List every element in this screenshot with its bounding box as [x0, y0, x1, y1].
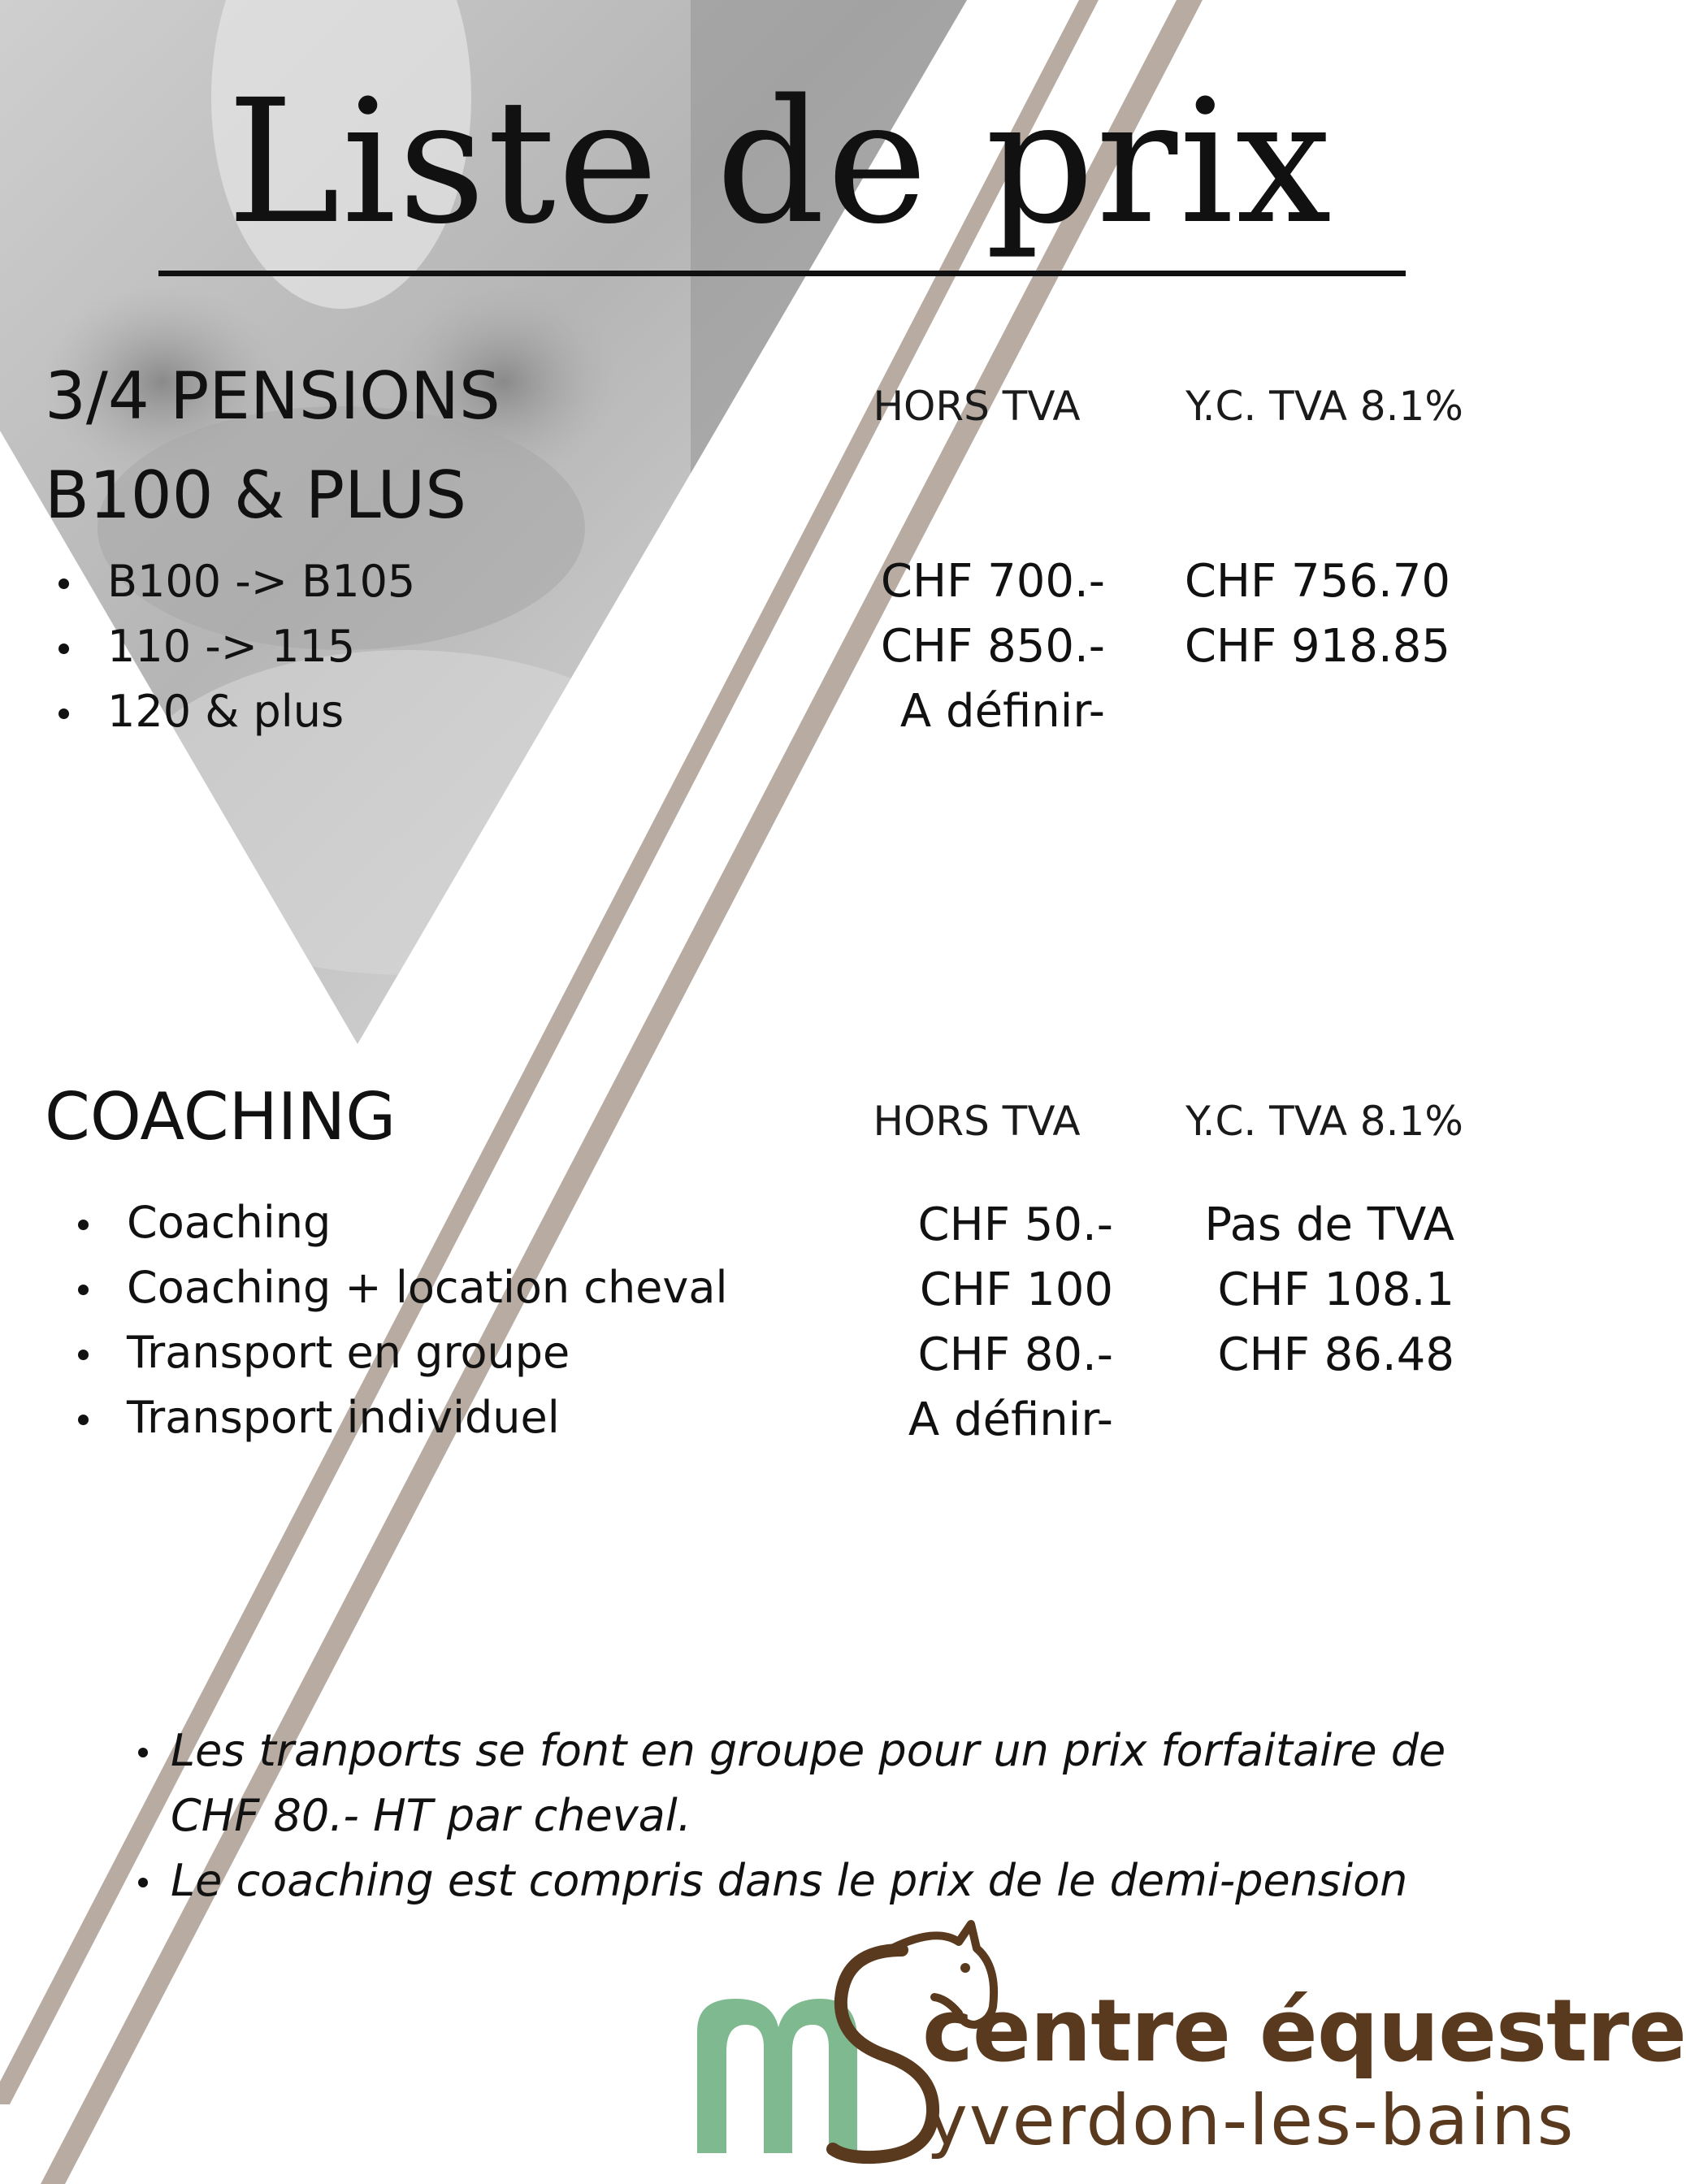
list-item: [78, 1255, 727, 1320]
pension-heading-line2: B100 & PLUS: [45, 457, 466, 533]
bullet-icon: [78, 1285, 89, 1295]
list-item: [59, 614, 415, 679]
price-ttc: CHF 86.48: [1217, 1328, 1454, 1381]
price-ttc: CHF 918.85: [1184, 620, 1450, 673]
pension-item-label: B100 -> B105: [107, 556, 416, 607]
bullet-icon: [78, 1350, 89, 1360]
coaching-item-label: Transport individuel: [127, 1392, 560, 1443]
coaching-item-list: [78, 1190, 727, 1450]
pension-heading-line1: 3/4 PENSIONS: [45, 358, 501, 434]
logo-line2: yverdon-les-bains: [926, 2080, 1575, 2161]
pension-price-ht-column: [845, 549, 1105, 744]
pension-price-ttc-column: [1170, 549, 1450, 744]
pension-col-hors-tva: HORS TVA: [873, 383, 1081, 430]
bullet-icon: [59, 708, 69, 719]
coaching-price-ttc-column: [1186, 1193, 1454, 1453]
note-text: Les tranports se font en groupe pour un prix forfaitaire de CHF 80.- HT par cheval.: [171, 1725, 1446, 1841]
price-ttc: [1170, 679, 1450, 744]
notes-list: [130, 1718, 1511, 1913]
price-ht: CHF 50.-: [917, 1198, 1113, 1251]
pension-item-label: 110 -> 115: [107, 621, 356, 672]
price-ttc: Pas de TVA: [1204, 1198, 1454, 1251]
list-item: [78, 1190, 727, 1255]
page-title: Liste de prix: [227, 63, 1333, 262]
price-ttc: [1186, 1388, 1454, 1453]
coaching-item-label: Coaching: [127, 1197, 332, 1248]
coaching-item-label: Coaching + location cheval: [127, 1262, 728, 1313]
price-ttc: CHF 756.70: [1184, 555, 1450, 608]
bullet-icon: [59, 578, 69, 589]
price-ht: A définir-: [908, 1393, 1113, 1446]
pension-col-yc-tva: Y.C. TVA 8.1%: [1185, 383, 1463, 430]
coaching-heading: COACHING: [45, 1079, 397, 1155]
logo-line1: centre équestre: [922, 1981, 1686, 2081]
coaching-price-ht-column: [861, 1193, 1113, 1453]
bullet-icon: [138, 1748, 148, 1757]
list-item: [78, 1385, 727, 1450]
bullet-icon: [59, 644, 69, 654]
price-ht: CHF 80.-: [917, 1328, 1113, 1381]
note-item: [130, 1848, 1511, 1913]
price-ht: CHF 850.-: [880, 620, 1105, 673]
bullet-icon: [78, 1220, 89, 1230]
note-item: [130, 1718, 1511, 1848]
price-ht: A définir-: [899, 685, 1105, 738]
note-text: Le coaching est compris dans le prix de le demi-pension: [171, 1855, 1408, 1906]
list-item: [59, 549, 415, 614]
price-ht: CHF 700.-: [880, 555, 1105, 608]
title-underline: [158, 271, 1406, 276]
coaching-item-label: Transport en groupe: [127, 1327, 570, 1378]
bullet-icon: [78, 1415, 89, 1425]
price-ht: CHF 100: [919, 1263, 1113, 1316]
coaching-col-hors-tva: HORS TVA: [873, 1098, 1081, 1145]
bullet-icon: [138, 1878, 148, 1887]
price-ttc: CHF 108.1: [1217, 1263, 1454, 1316]
pension-item-label: 120 & plus: [107, 686, 345, 737]
coaching-col-yc-tva: Y.C. TVA 8.1%: [1185, 1098, 1463, 1145]
list-item: [59, 679, 415, 744]
pension-item-list: [59, 549, 415, 744]
centre-equestre-logo: [691, 1918, 1686, 2161]
list-item: [78, 1320, 727, 1385]
